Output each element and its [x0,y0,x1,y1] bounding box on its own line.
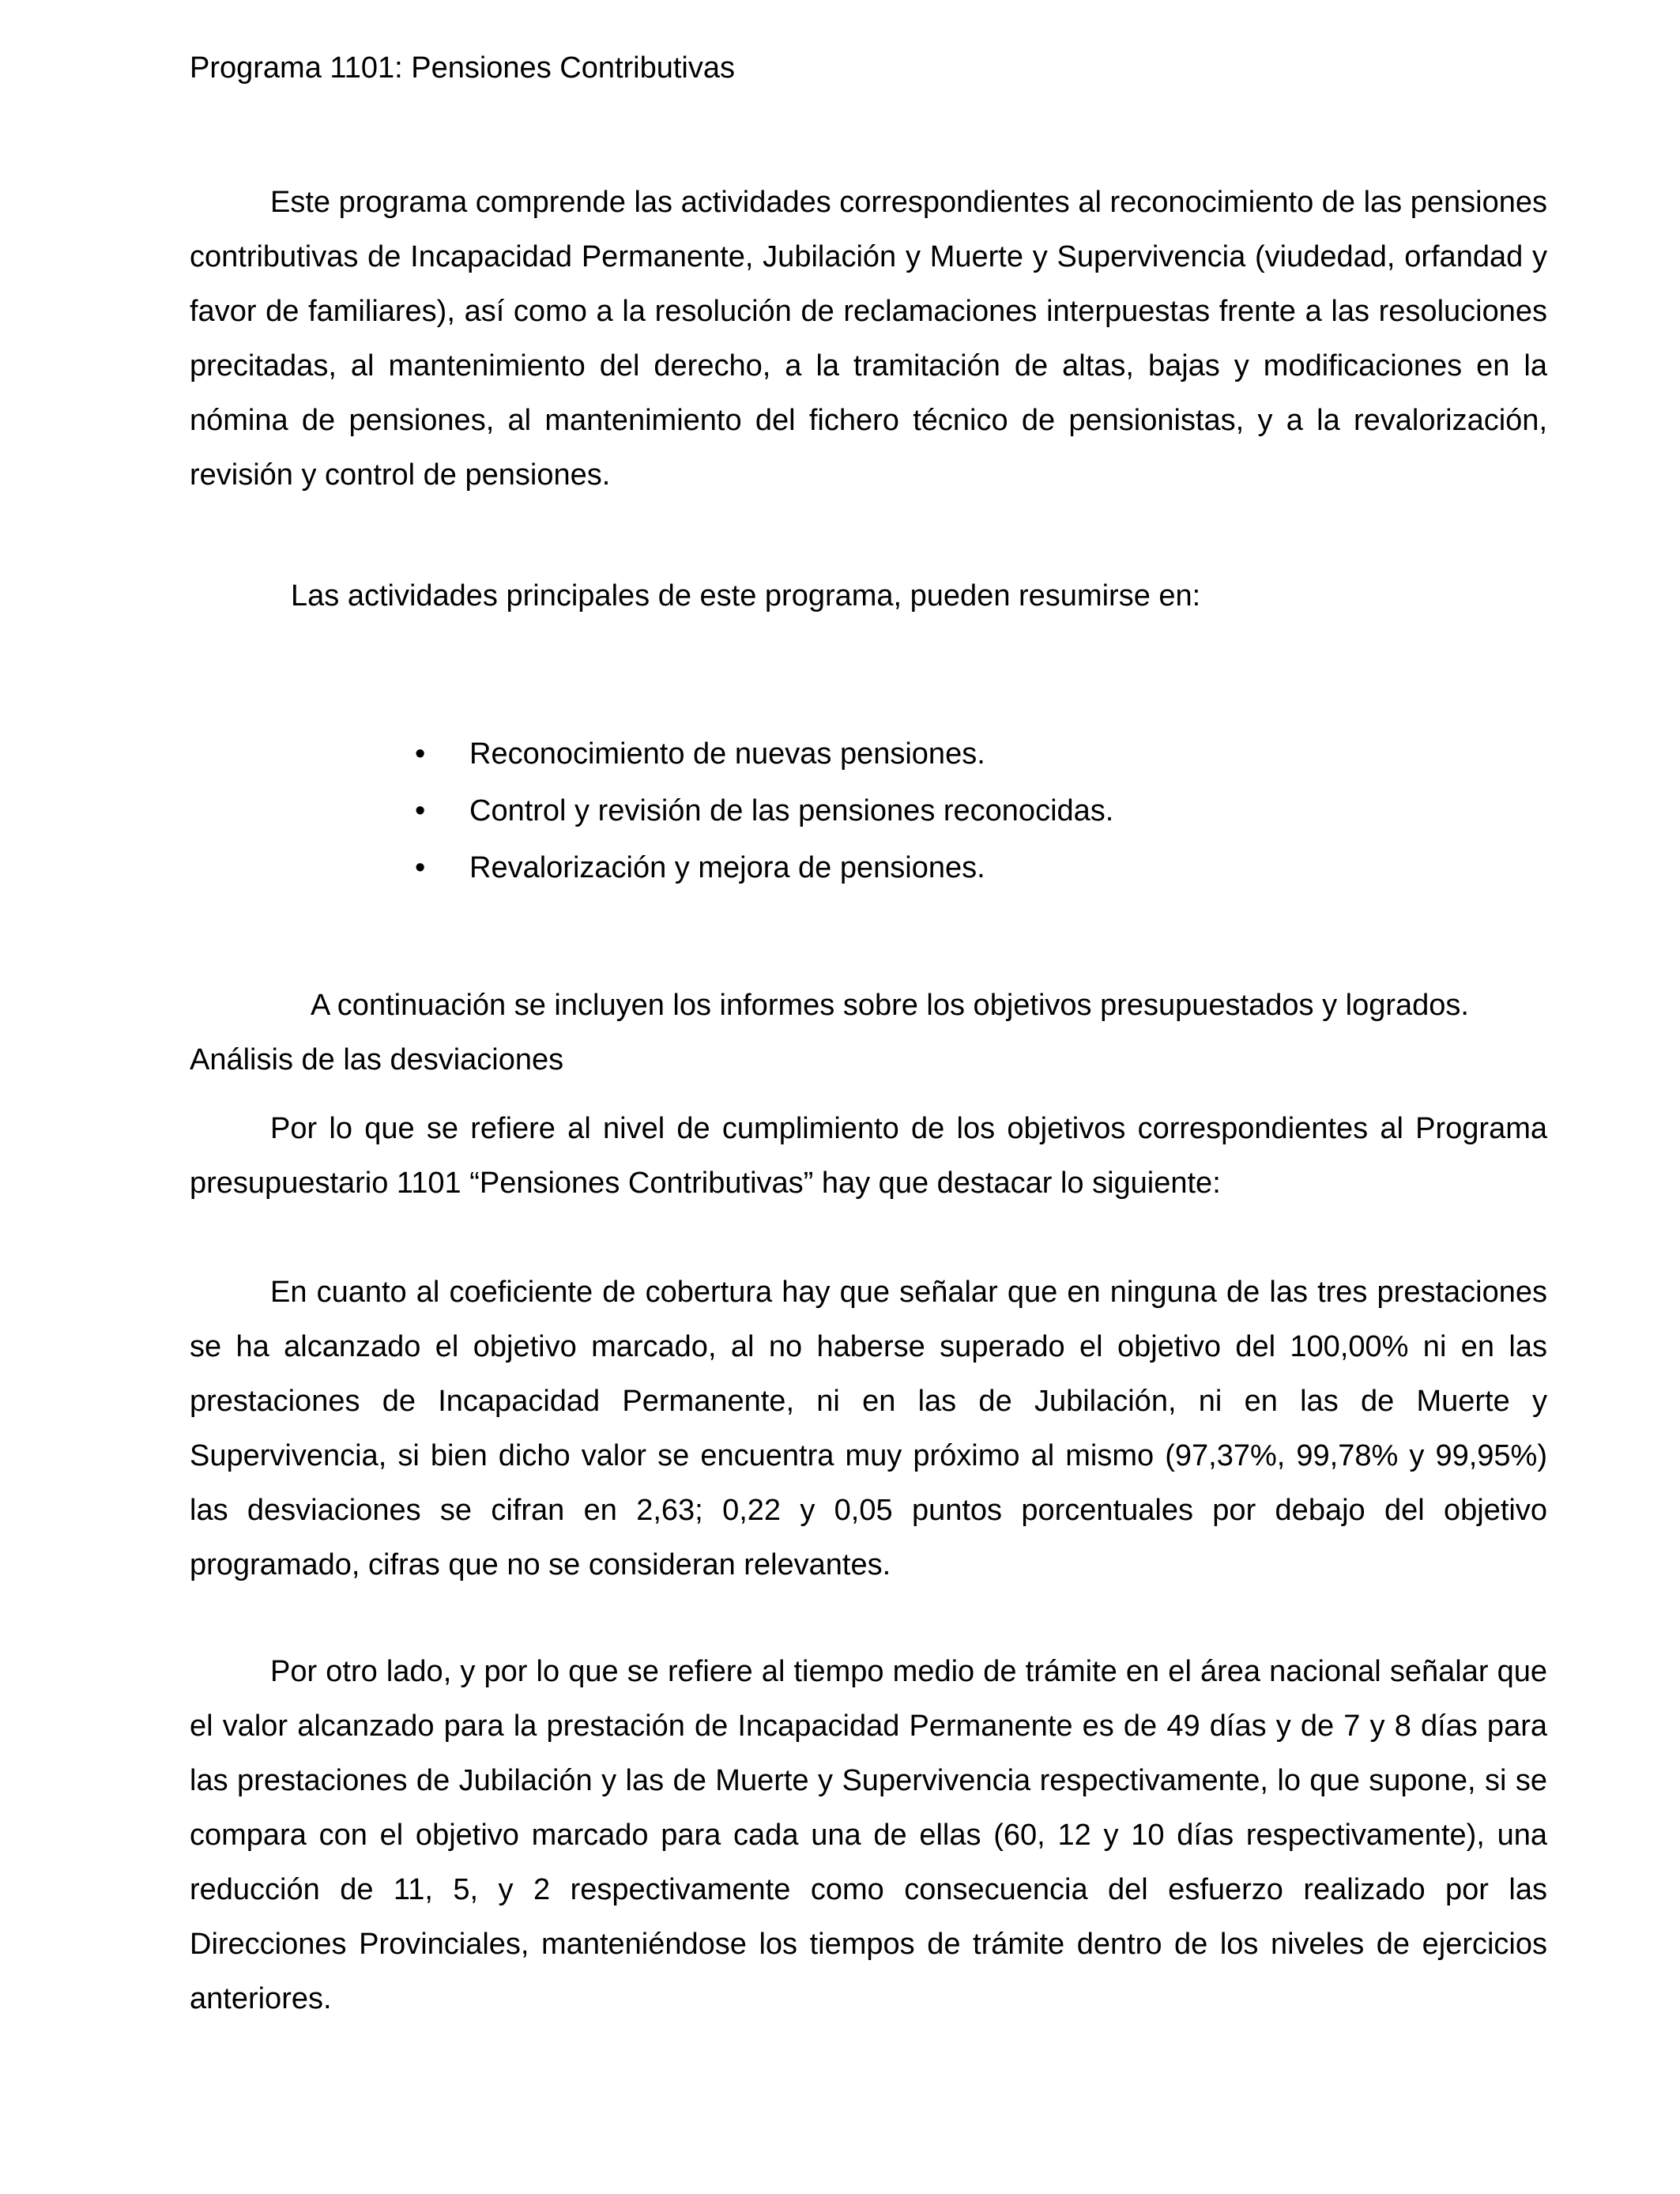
document-title: Programa 1101: Pensiones Contributivas [190,51,736,85]
section-heading: Análisis de las desviaciones [190,1043,564,1076]
list-item-text: Reconocimiento de nuevas pensiones. [469,737,985,771]
bullet-icon: • [415,851,426,884]
intro-paragraph: Este programa comprende las actividades correspondientes al reconocimiento de las pensiones contributivas de Incapacidad Permanente, Jubilación y Muerte y Supervivencia (viudedad, orfandad y favor de familiares), así como a la resolución de reclamaciones interpuestas frente a las resoluciones precitadas, al mantenimiento del derecho, a la tramitación de altas, bajas y modificaciones en la nómina de pensiones, al mantenimiento del fichero técnico de pensionistas, y a la revalorización, revisión y control de pensiones. [190,186,1547,492]
list-item-text: Control y revisión de las pensiones reconocidas. [469,794,1114,827]
activities-list [415,726,1113,896]
compliance-paragraph: Por lo que se refiere al nivel de cumplimiento de los objetivos correspondientes al Programa presupuestario 1101 “Pensiones Contributivas” hay que destacar lo siguiente: [190,1112,1547,1200]
list-item [415,782,1113,839]
list-item [415,839,1113,896]
bullet-icon: • [415,794,426,827]
coverage-paragraph: En cuanto al coeficiente de cobertura hay que señalar que en ninguna de las tres prestaciones se ha alcanzado el objetivo marcado, al no haberse superado el objetivo del 100,00% ni en las prestaciones de Incapacidad Permanente, ni en las de Jubilación, ni en las de Muerte y Supervivencia, si bien dicho valor se encuentra muy próximo al mismo (97,37%, 99,78% y 99,95%) las desviaciones se cifran en 2,63; 0,22 y 0,05 puntos porcentuales por debajo del objetivo programado, cifras que no se consideran relevantes. [190,1276,1547,1581]
list-item-text: Revalorización y mejora de pensiones. [469,851,985,884]
list-item [415,726,1113,782]
reports-note: A continuación se incluyen los informes sobre los objetivos presupuestados y logrados. [311,989,1469,1022]
bullet-icon: • [415,737,426,771]
activities-intro: Las actividades principales de este programa, pueden resumirse en: [291,579,1201,613]
processing-time-paragraph: Por otro lado, y por lo que se refiere al tiempo medio de trámite en el área nacional señalar que el valor alcanzado para la prestación de Incapacidad Permanente es de 49 días y de 7 y 8 días para las prestaciones de Jubilación y las de Muerte y Supervivencia respectivamente, lo que supone, si se compara con el objetivo marcado para cada una de ellas (60, 12 y 10 días respectivamente), una reducción de 11, 5, y 2 respectivamente como consecuencia del esfuerzo realizado por las Direcciones Provinciales, manteniéndose los tiempos de trámite dentro de los niveles de ejercicios anteriores. [190,1655,1547,2015]
